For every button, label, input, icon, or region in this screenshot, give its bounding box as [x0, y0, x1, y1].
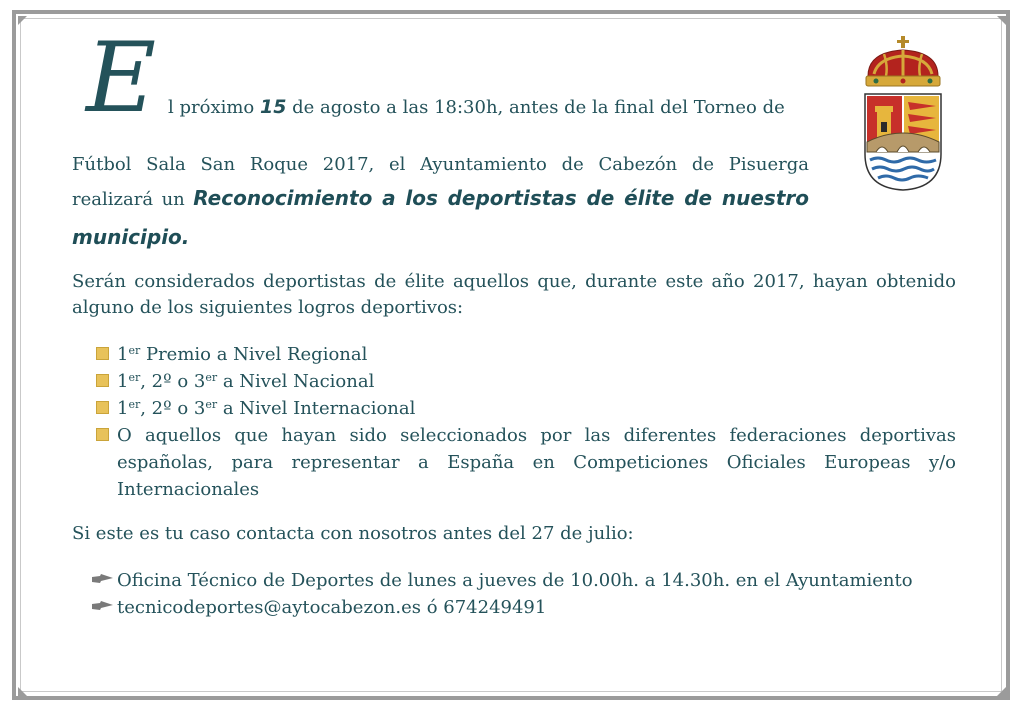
item-text: O aquellos que hayan sido seleccionados por las diferentes federaciones deportivas [117, 425, 956, 446]
item-text: españolas, para representar a España en Competiciones Oficiales Europeas y/o [117, 452, 956, 473]
coat-of-arms-icon [862, 36, 944, 192]
intro-text: realizará un [72, 189, 194, 210]
intro-text: l próximo [168, 97, 260, 118]
ordinal-suffix: er [205, 371, 218, 384]
ordinal-suffix: er [128, 398, 141, 411]
event-day: 15 [259, 96, 287, 118]
item-text: a Nivel Internacional [217, 398, 416, 419]
pointing-hand-icon [92, 600, 114, 612]
list-item [96, 395, 956, 422]
corner-ornament [997, 687, 1006, 696]
item-text: Internacionales [117, 479, 260, 500]
drop-cap: E [86, 22, 157, 134]
item-text: , 2º o 3 [140, 398, 206, 419]
ordinal-suffix: er [128, 371, 141, 384]
corner-ornament [997, 16, 1006, 25]
intro-text: de agosto a las 18:30h, antes de la final del Torneo de [286, 97, 785, 118]
recognition-highlight: municipio [72, 225, 182, 249]
yellow-square-bullet-icon [96, 401, 109, 414]
recognition-highlight: Reconocimiento a los deportistas de élite de nuestro [193, 186, 809, 210]
achievements-list [96, 341, 956, 503]
list-item [92, 594, 913, 621]
item-text: a Nivel Nacional [217, 371, 375, 392]
intro-line-2: Fútbol Sala San Roque 2017, el Ayuntamiento de Cabezón de Pisuerga [72, 154, 809, 175]
criteria-line-1: Serán considerados deportistas de élite aquellos que, durante este año 2017, hayan obtenido [72, 271, 956, 292]
intro-line-3 [72, 185, 809, 213]
list-item [96, 341, 956, 368]
list-item [96, 368, 956, 395]
ordinal: 1 [117, 344, 129, 365]
intro-line-4 [72, 224, 189, 252]
criteria-line-2: alguno de los siguientes logros deportivos: [72, 297, 464, 318]
yellow-square-bullet-icon [96, 428, 109, 441]
yellow-square-bullet-icon [96, 374, 109, 387]
corner-ornament [18, 16, 27, 25]
ordinal-suffix: er [128, 344, 141, 357]
corner-ornament [18, 687, 27, 696]
contact-intro: Si este es tu caso contacta con nosotros antes del 27 de julio: [72, 523, 634, 544]
office-hours-text: Oficina Técnico de Deportes de lunes a jueves de 10.00h. a 14.30h. en el Ayuntamiento [117, 570, 913, 591]
yellow-square-bullet-icon [96, 347, 109, 360]
list-item [92, 567, 913, 594]
pointing-hand-icon [92, 573, 114, 585]
list-item [96, 422, 956, 503]
contact-email-phone[interactable]: tecnicodeportes@aytocabezon.es ó 674249491 [117, 597, 547, 618]
criteria-paragraph [72, 269, 956, 321]
ordinal: 1 [117, 371, 129, 392]
period: . [181, 225, 190, 249]
intro-line-1 [168, 94, 785, 121]
ordinal: 1 [117, 398, 129, 419]
item-text: Premio a Nivel Regional [140, 344, 368, 365]
contact-list [92, 567, 913, 621]
ordinal-suffix: er [205, 398, 218, 411]
item-text: , 2º o 3 [140, 371, 206, 392]
